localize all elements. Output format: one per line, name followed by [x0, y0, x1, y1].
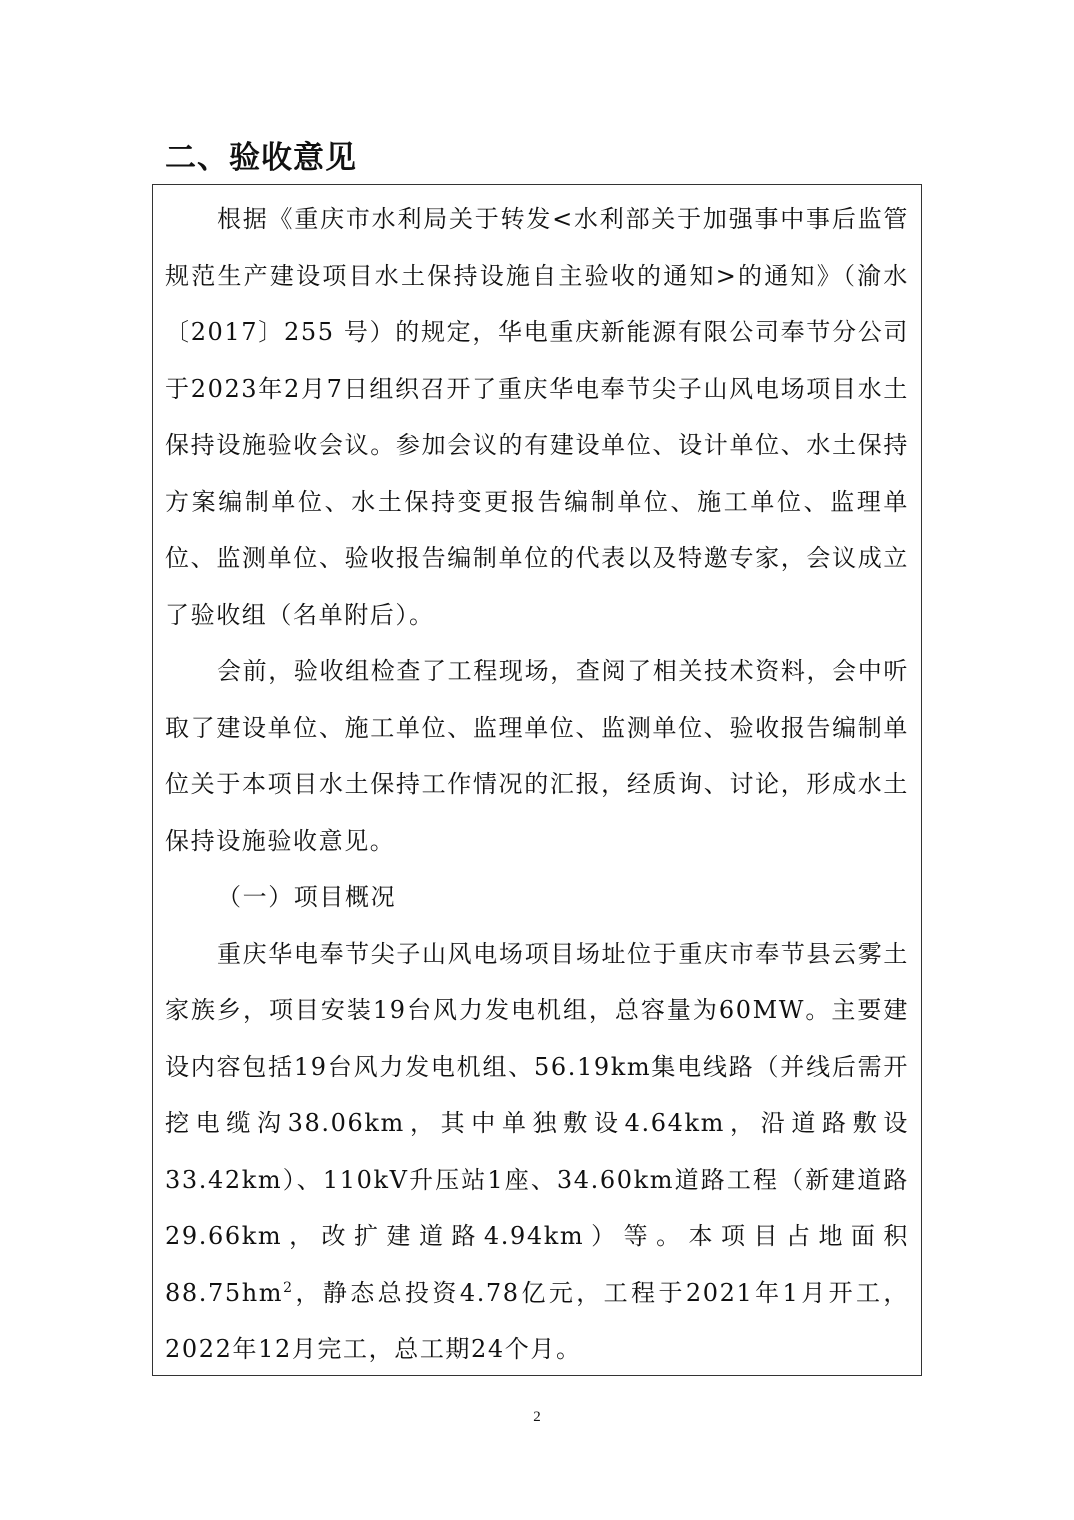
- paragraph-project-overview: [165, 926, 909, 1378]
- page-number: 2: [533, 1409, 541, 1425]
- opinion-box: [152, 184, 922, 1376]
- overview-text-main: 重庆华电奉节尖子山风电场项目场址位于重庆市奉节县云雾土家族乡，项目安装19台风力发电机组，总容量为60MW。主要建设内容包括19台风力发电机组、56.19km集电线路（并线后需开挖电缆沟38.06km，其中单独敷设4.64km，沿道路敷设33.42km）、110kV升压站1座、34.60km道路工程（新建道路29.66km，改扩建道路4.94km）等。本项目占地面积88.75hm: [165, 939, 909, 1307]
- paragraph-meeting: 会前，验收组检查了工程现场，查阅了相关技术资料，会中听取了建设单位、施工单位、监理单位、监测单位、验收报告编制单位关于本项目水土保持工作情况的汇报，经质询、讨论，形成水土保持设施验收意见。: [165, 657, 909, 855]
- subheading-project-overview: （一）项目概况: [217, 883, 397, 911]
- opinion-content: [165, 191, 909, 1378]
- overview-text-end: ，静态总投资4.78亿元，工程于2021年1月开工，2022年12月完工，总工期24个月。: [165, 1278, 909, 1363]
- paragraph-basis: 根据《重庆市水利局关于转发<水利部关于加强事中事后监管规范生产建设项目水土保持设施自主验收的通知>的通知》（渝水〔2017〕255 号）的规定，华电重庆新能源有限公司奉节分公司于2023年2月7日组织召开了重庆华电奉节尖子山风电场项目水土保持设施验收会议。参加会议的有建设单位、设计单位、水土保持方案编制单位、水土保持变更报告编制单位、施工单位、监理单位、监测单位、验收报告编制单位的代表以及特邀专家，会议成立了验收组（名单附后）。: [165, 205, 909, 629]
- area-unit-superscript: 2: [283, 1279, 294, 1296]
- section-heading: 二、验收意见: [165, 140, 357, 176]
